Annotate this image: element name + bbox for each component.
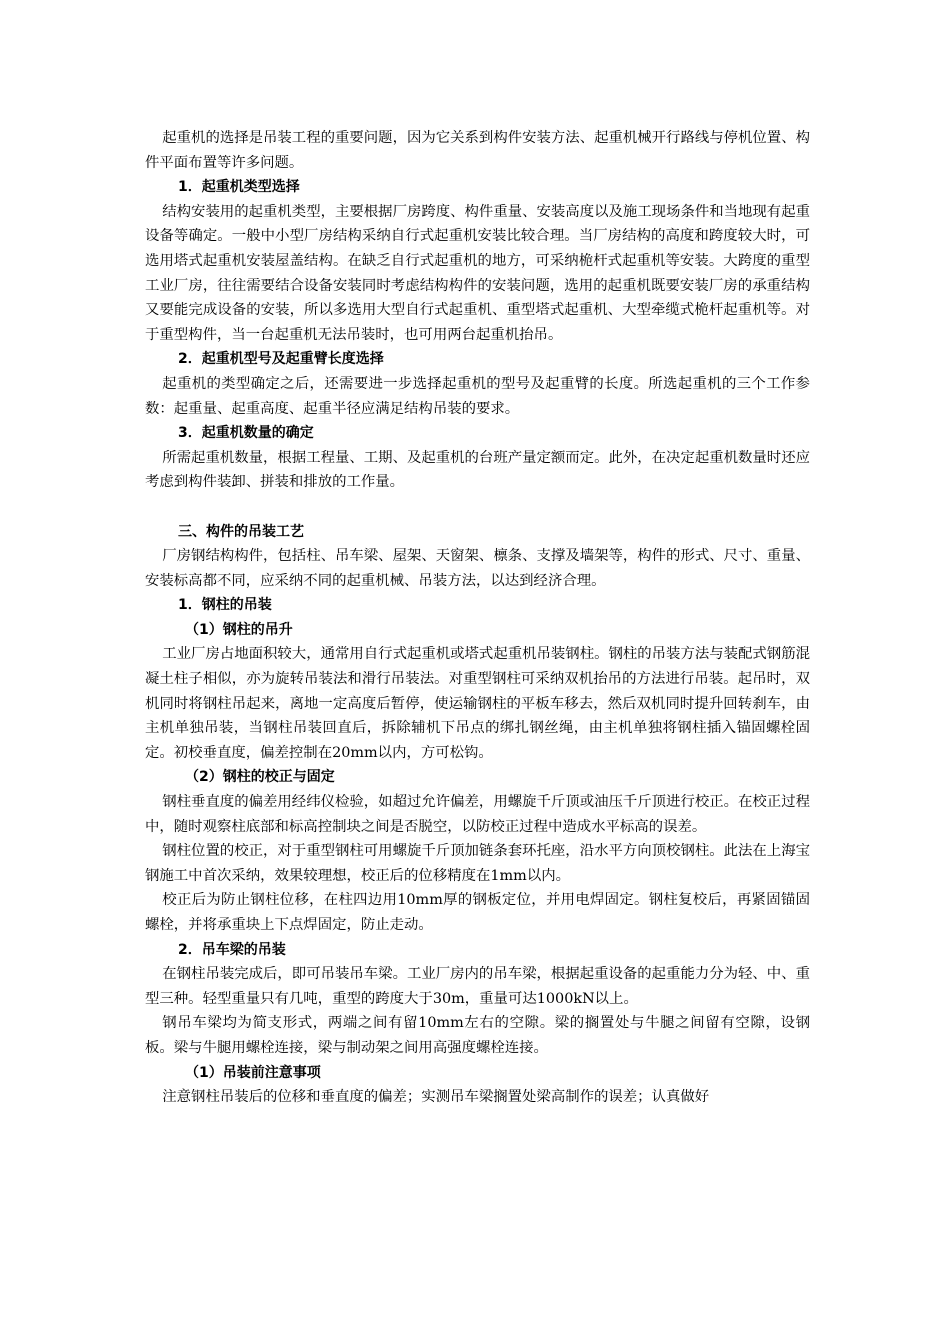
paragraph: 起重机的选择是吊装工程的重要问题，因为它关系到构件安装方法、起重机械开行路线与停机位置、构件平面布置等许多问题。 <box>145 130 810 171</box>
chapter-heading: 三、构件的吊装工艺 <box>178 523 304 540</box>
paragraph: 厂房钢结构构件，包括柱、吊车梁、屋架、天窗架、檩条、支撑及墙架等，构件的形式、尺寸、重量、安装标高都不同，应采纳不同的起重机械、吊装方法，以达到经济合理。 <box>145 548 810 589</box>
section-heading: 1．钢柱的吊装 <box>178 597 272 614</box>
paragraph: 钢柱垂直度的偏差用经纬仪检验，如超过允许偏差，用螺旋千斤顶或油压千斤顶进行校正。在校正过程中，随时观察柱底部和标高控制块之间是否脱空，以防校正过程中造成水平标高的误差。 <box>145 794 810 835</box>
paragraph: 校正后为防止钢柱位移，在柱四边用10mm厚的钢板定位，并用电焊固定。钢柱复校后，再紧固锚固螺栓，并将承重块上下点焊固定，防止走动。 <box>145 892 810 933</box>
blank-line <box>145 495 810 520</box>
section-heading: 1．起重机类型选择 <box>178 179 300 196</box>
section-heading: 2．起重机型号及起重臂长度选择 <box>178 351 384 368</box>
paragraph: 工业厂房占地面积较大，通常用自行式起重机或塔式起重机吊装钢柱。钢柱的吊装方法与装配式钢筋混凝土柱子相似，亦为旋转吊装法和滑行吊装法。对重型钢柱可采纳双机抬吊的方法进行吊装。起吊时，双机同时将钢柱吊起来，离地一定高度后暂停，使运输钢柱的平板车移去，然后双机同时提升回转刹车，由主机单独吊装，当钢柱吊装回直后，拆除辅机下吊点的绑扎钢丝绳，由主机单独将钢柱插入锚固螺栓固定。初校垂直度，偏差控制在20mm以内，方可松钩。 <box>145 646 810 761</box>
paragraph: 结构安装用的起重机类型，主要根据厂房跨度、构件重量、安装高度以及施工现场条件和当地现有起重设备等确定。一般中小型厂房结构采纳自行式起重机安装比较合理。当厂房结构的高度和跨度较大时，可选用塔式起重机安装屋盖结构。在缺乏自行式起重机的地方，可采纳桅杆式起重机等安装。大跨度的重型工业厂房，往往需要结合设备安装同时考虑结构构件的安装问题，选用的起重机既要安装厂房的承重结构又要能完成设备的安装，所以多选用大型自行式起重机、重型塔式起重机、大型牵缆式桅杆起重机等。对于重型构件，当一台起重机无法吊装时，也可用两台起重机抬吊。 <box>145 203 810 343</box>
section-heading: 3．起重机数量的确定 <box>178 425 314 442</box>
paragraph: 钢吊车梁均为简支形式，两端之间有留10mm左右的空隙。梁的搁置处与牛腿之间留有空隙，设钢板。梁与牛腿用螺栓连接，梁与制动架之间用高强度螺栓连接。 <box>145 1015 810 1056</box>
subsection-heading: （2）钢柱的校正与固定 <box>185 769 335 786</box>
paragraph: 注意钢柱吊装后的位移和垂直度的偏差；实测吊车梁搁置处梁高制作的误差；认真做好 <box>162 1089 710 1106</box>
paragraph: 钢柱位置的校正，对于重型钢柱可用螺旋千斤顶加链条套环托座，沿水平方向顶校钢柱。此法在上海宝钢施工中首次采纳，效果较理想，校正后的位移精度在1mm以内。 <box>145 843 810 884</box>
subsection-heading: （1）钢柱的吊升 <box>185 621 293 638</box>
section-heading: 2．吊车梁的吊装 <box>178 941 286 958</box>
paragraph: 在钢柱吊装完成后，即可吊装吊车梁。工业厂房内的吊车梁，根据起重设备的起重能力分为轻、中、重型三种。轻型重量只有几吨，重型的跨度大于30m，重量可达1000kN以上。 <box>145 966 810 1007</box>
paragraph: 所需起重机数量，根据工程量、工期、及起重机的台班产量定额而定。此外，在决定起重机数量时还应考虑到构件装卸、拼装和排放的工作量。 <box>145 449 810 491</box>
document-body <box>145 126 810 1110</box>
paragraph: 起重机的类型确定之后，还需要进一步选择起重机的型号及起重臂的长度。所选起重机的三个工作参数：起重量、起重高度、起重半径应满足结构吊装的要求。 <box>145 375 810 417</box>
subsection-heading: （1）吊装前注意事项 <box>185 1064 321 1081</box>
